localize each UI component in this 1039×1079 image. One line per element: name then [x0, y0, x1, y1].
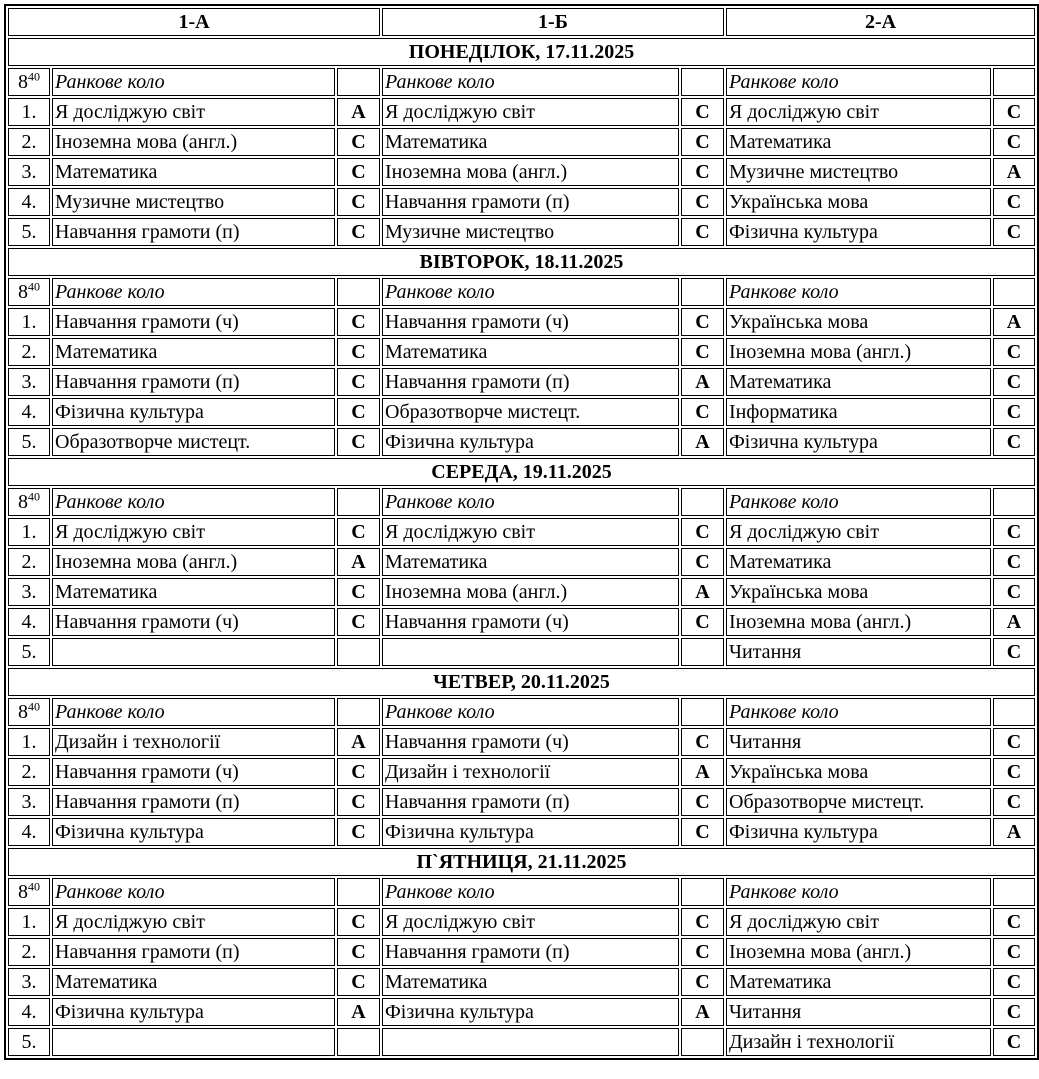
subject-cell: Я досліджую світ: [726, 518, 991, 546]
subject-cell: Українська мова: [726, 758, 991, 786]
mark-cell: С: [337, 308, 380, 336]
morning-circle-label: Ранкове коло: [726, 698, 991, 726]
lesson-number: 5.: [8, 1028, 50, 1056]
mark-cell: [681, 68, 724, 96]
mark-cell: С: [993, 758, 1035, 786]
subject-cell: Фізична культура: [726, 818, 991, 846]
morning-circle-label: Ранкове коло: [726, 278, 991, 306]
mark-cell: [993, 878, 1035, 906]
subject-cell: Математика: [52, 158, 335, 186]
morning-circle-label: Ранкове коло: [382, 278, 679, 306]
subject-cell: Фізична культура: [382, 818, 679, 846]
lesson-row: [8, 218, 1035, 246]
subject-cell: Я досліджую світ: [382, 98, 679, 126]
mark-cell: С: [993, 578, 1035, 606]
lesson-number: 5.: [8, 638, 50, 666]
mark-cell: С: [681, 398, 724, 426]
mark-cell: А: [681, 428, 724, 456]
mark-cell: С: [337, 938, 380, 966]
mark-cell: А: [337, 98, 380, 126]
lesson-row: [8, 938, 1035, 966]
morning-circle-label: Ранкове коло: [52, 68, 335, 96]
lesson-number: 5.: [8, 428, 50, 456]
morning-time-superscript: 40: [28, 489, 40, 504]
mark-cell: С: [993, 908, 1035, 936]
mark-cell: С: [337, 818, 380, 846]
mark-cell: С: [681, 218, 724, 246]
subject-cell: Математика: [382, 128, 679, 156]
subject-cell: [52, 638, 335, 666]
subject-cell: Я досліджую світ: [382, 518, 679, 546]
lesson-number: 3.: [8, 578, 50, 606]
mark-cell: С: [993, 98, 1035, 126]
morning-circle-label: Ранкове коло: [382, 488, 679, 516]
lesson-number: 4.: [8, 398, 50, 426]
lesson-row: [8, 338, 1035, 366]
mark-cell: С: [681, 908, 724, 936]
subject-cell: Іноземна мова (англ.): [52, 128, 335, 156]
subject-cell: Фізична культура: [52, 818, 335, 846]
morning-time-superscript: 40: [28, 69, 40, 84]
morning-time: $8^{40}$: [8, 878, 50, 906]
mark-cell: [337, 878, 380, 906]
subject-cell: Навчання грамоти (п): [382, 788, 679, 816]
subject-cell: Читання: [726, 998, 991, 1026]
mark-cell: С: [337, 428, 380, 456]
subject-cell: Іноземна мова (англ.): [382, 578, 679, 606]
subject-cell: Навчання грамоти (п): [52, 218, 335, 246]
mark-cell: С: [337, 908, 380, 936]
mark-cell: С: [681, 308, 724, 336]
lesson-number: 1.: [8, 908, 50, 936]
lesson-row: [8, 638, 1035, 666]
mark-cell: [681, 278, 724, 306]
mark-cell: С: [993, 218, 1035, 246]
subject-cell: Дизайн і технології: [382, 758, 679, 786]
mark-cell: А: [993, 818, 1035, 846]
class-header-2: 1-Б: [382, 8, 724, 36]
mark-cell: С: [993, 788, 1035, 816]
subject-cell: Математика: [726, 128, 991, 156]
subject-cell: Образотворче мистецт.: [726, 788, 991, 816]
lesson-number: 4.: [8, 188, 50, 216]
lesson-number: 3.: [8, 968, 50, 996]
subject-cell: Інформатика: [726, 398, 991, 426]
subject-cell: Навчання грамоти (ч): [52, 308, 335, 336]
morning-time: $8^{40}$: [8, 698, 50, 726]
subject-cell: Іноземна мова (англ.): [726, 938, 991, 966]
subject-cell: Математика: [382, 548, 679, 576]
morning-row: [8, 488, 1035, 516]
subject-cell: Навчання грамоти (ч): [382, 728, 679, 756]
lesson-row: [8, 428, 1035, 456]
subject-cell: Дизайн і технології: [52, 728, 335, 756]
lesson-row: [8, 308, 1035, 336]
day-header-1: ПОНЕДІЛОК, 17.11.2025: [8, 38, 1035, 66]
subject-cell: Музичне мистецтво: [52, 188, 335, 216]
subject-cell: Фізична культура: [382, 428, 679, 456]
lesson-row: [8, 98, 1035, 126]
subject-cell: Математика: [52, 338, 335, 366]
mark-cell: С: [337, 578, 380, 606]
subject-cell: Фізична культура: [382, 998, 679, 1026]
mark-cell: [993, 278, 1035, 306]
subject-cell: Я досліджую світ: [382, 908, 679, 936]
morning-time-superscript: 40: [28, 279, 40, 294]
mark-cell: С: [337, 608, 380, 636]
day-header-5: П`ЯТНИЦЯ, 21.11.2025: [8, 848, 1035, 876]
subject-cell: Читання: [726, 728, 991, 756]
mark-cell: С: [681, 188, 724, 216]
lesson-number: 1.: [8, 98, 50, 126]
subject-cell: Іноземна мова (англ.): [382, 158, 679, 186]
mark-cell: С: [993, 998, 1035, 1026]
lesson-number: 2.: [8, 338, 50, 366]
subject-cell: Математика: [726, 368, 991, 396]
lesson-number: 1.: [8, 728, 50, 756]
subject-cell: Дизайн і технології: [726, 1028, 991, 1056]
mark-cell: С: [681, 338, 724, 366]
lesson-number: 4.: [8, 818, 50, 846]
mark-cell: С: [993, 428, 1035, 456]
subject-cell: Навчання грамоти (ч): [382, 308, 679, 336]
morning-row: [8, 698, 1035, 726]
mark-cell: С: [337, 758, 380, 786]
lesson-row: [8, 128, 1035, 156]
lesson-row: [8, 758, 1035, 786]
mark-cell: А: [993, 308, 1035, 336]
mark-cell: С: [993, 398, 1035, 426]
mark-cell: А: [993, 158, 1035, 186]
subject-cell: Українська мова: [726, 188, 991, 216]
mark-cell: С: [681, 128, 724, 156]
subject-cell: Математика: [382, 968, 679, 996]
lesson-row: [8, 908, 1035, 936]
mark-cell: С: [993, 728, 1035, 756]
subject-cell: [52, 1028, 335, 1056]
subject-cell: Я досліджую світ: [726, 908, 991, 936]
mark-cell: [337, 698, 380, 726]
subject-cell: Музичне мистецтво: [382, 218, 679, 246]
mark-cell: [993, 68, 1035, 96]
lesson-number: 4.: [8, 608, 50, 636]
morning-row: [8, 878, 1035, 906]
mark-cell: [681, 638, 724, 666]
mark-cell: А: [681, 758, 724, 786]
lesson-number: 4.: [8, 998, 50, 1026]
subject-cell: Навчання грамоти (п): [52, 788, 335, 816]
mark-cell: С: [337, 788, 380, 816]
lesson-row: [8, 968, 1035, 996]
day-header-row: [8, 458, 1035, 486]
morning-circle-label: Ранкове коло: [52, 878, 335, 906]
subject-cell: Українська мова: [726, 308, 991, 336]
subject-cell: Образотворче мистецт.: [52, 428, 335, 456]
lesson-number: 5.: [8, 218, 50, 246]
subject-cell: Навчання грамоти (ч): [52, 608, 335, 636]
mark-cell: С: [993, 548, 1035, 576]
mark-cell: С: [993, 188, 1035, 216]
mark-cell: С: [993, 938, 1035, 966]
subject-cell: Фізична культура: [726, 428, 991, 456]
mark-cell: С: [337, 518, 380, 546]
subject-cell: Навчання грамоти (п): [382, 938, 679, 966]
mark-cell: [337, 278, 380, 306]
lesson-row: [8, 998, 1035, 1026]
mark-cell: С: [993, 638, 1035, 666]
mark-cell: С: [681, 818, 724, 846]
subject-cell: Фізична культура: [52, 398, 335, 426]
mark-cell: С: [681, 518, 724, 546]
morning-circle-label: Ранкове коло: [382, 698, 679, 726]
subject-cell: [382, 1028, 679, 1056]
morning-time-superscript: 40: [28, 699, 40, 714]
day-header-3: СЕРЕДА, 19.11.2025: [8, 458, 1035, 486]
lesson-row: [8, 158, 1035, 186]
lesson-row: [8, 578, 1035, 606]
morning-circle-label: Ранкове коло: [382, 878, 679, 906]
morning-time: $8^{40}$: [8, 68, 50, 96]
subject-cell: Українська мова: [726, 578, 991, 606]
mark-cell: [681, 488, 724, 516]
mark-cell: С: [993, 128, 1035, 156]
subject-cell: Навчання грамоти (п): [382, 188, 679, 216]
mark-cell: С: [681, 728, 724, 756]
mark-cell: С: [337, 188, 380, 216]
subject-cell: Математика: [726, 968, 991, 996]
mark-cell: С: [993, 338, 1035, 366]
morning-row: [8, 68, 1035, 96]
subject-cell: Іноземна мова (англ.): [52, 548, 335, 576]
subject-cell: Музичне мистецтво: [726, 158, 991, 186]
morning-time-superscript: 40: [28, 879, 40, 894]
lesson-number: 3.: [8, 158, 50, 186]
mark-cell: [337, 638, 380, 666]
mark-cell: С: [337, 368, 380, 396]
morning-row: [8, 278, 1035, 306]
morning-circle-label: Ранкове коло: [726, 488, 991, 516]
subject-cell: Фізична культура: [726, 218, 991, 246]
subject-cell: Іноземна мова (англ.): [726, 338, 991, 366]
subject-cell: Я досліджую світ: [52, 908, 335, 936]
lesson-row: [8, 608, 1035, 636]
subject-cell: Навчання грамоти (п): [52, 368, 335, 396]
mark-cell: С: [337, 158, 380, 186]
morning-time: $8^{40}$: [8, 278, 50, 306]
mark-cell: С: [681, 788, 724, 816]
lesson-number: 2.: [8, 548, 50, 576]
class-header-row: [8, 8, 1035, 36]
lesson-row: [8, 818, 1035, 846]
mark-cell: С: [681, 548, 724, 576]
mark-cell: А: [337, 998, 380, 1026]
morning-circle-label: Ранкове коло: [726, 878, 991, 906]
lesson-row: [8, 728, 1035, 756]
lesson-row: [8, 368, 1035, 396]
mark-cell: С: [681, 938, 724, 966]
mark-cell: [337, 1028, 380, 1056]
lesson-row: [8, 788, 1035, 816]
mark-cell: С: [993, 518, 1035, 546]
subject-cell: Образотворче мистецт.: [382, 398, 679, 426]
lesson-number: 1.: [8, 518, 50, 546]
morning-circle-label: Ранкове коло: [52, 488, 335, 516]
day-header-row: [8, 248, 1035, 276]
subject-cell: Іноземна мова (англ.): [726, 608, 991, 636]
mark-cell: [337, 488, 380, 516]
mark-cell: А: [337, 728, 380, 756]
subject-cell: Я досліджую світ: [726, 98, 991, 126]
mark-cell: С: [681, 158, 724, 186]
mark-cell: [993, 488, 1035, 516]
subject-cell: Математика: [52, 578, 335, 606]
mark-cell: С: [681, 98, 724, 126]
lesson-row: [8, 398, 1035, 426]
mark-cell: [993, 698, 1035, 726]
subject-cell: Навчання грамоти (ч): [52, 758, 335, 786]
mark-cell: А: [681, 998, 724, 1026]
morning-circle-label: Ранкове коло: [52, 698, 335, 726]
mark-cell: А: [337, 548, 380, 576]
lesson-number: 3.: [8, 368, 50, 396]
mark-cell: С: [681, 968, 724, 996]
subject-cell: Я досліджую світ: [52, 98, 335, 126]
mark-cell: [681, 698, 724, 726]
mark-cell: А: [681, 368, 724, 396]
subject-cell: Читання: [726, 638, 991, 666]
morning-circle-label: Ранкове коло: [726, 68, 991, 96]
day-header-row: [8, 848, 1035, 876]
mark-cell: С: [337, 128, 380, 156]
school-timetable: [4, 4, 1039, 1060]
mark-cell: С: [337, 218, 380, 246]
mark-cell: С: [993, 368, 1035, 396]
subject-cell: Фізична культура: [52, 998, 335, 1026]
mark-cell: С: [337, 338, 380, 366]
mark-cell: С: [993, 1028, 1035, 1056]
lesson-number: 2.: [8, 938, 50, 966]
mark-cell: [681, 878, 724, 906]
mark-cell: С: [337, 398, 380, 426]
subject-cell: Навчання грамоти (ч): [382, 608, 679, 636]
morning-circle-label: Ранкове коло: [52, 278, 335, 306]
subject-cell: Математика: [52, 968, 335, 996]
mark-cell: А: [993, 608, 1035, 636]
mark-cell: С: [337, 968, 380, 996]
morning-time: $8^{40}$: [8, 488, 50, 516]
class-header-3: 2-А: [726, 8, 1035, 36]
mark-cell: [681, 1028, 724, 1056]
lesson-number: 3.: [8, 788, 50, 816]
subject-cell: Навчання грамоти (п): [382, 368, 679, 396]
mark-cell: С: [681, 608, 724, 636]
mark-cell: А: [681, 578, 724, 606]
subject-cell: [382, 638, 679, 666]
subject-cell: Я досліджую світ: [52, 518, 335, 546]
lesson-row: [8, 1028, 1035, 1056]
day-header-2: ВІВТОРОК, 18.11.2025: [8, 248, 1035, 276]
mark-cell: С: [993, 968, 1035, 996]
subject-cell: Математика: [382, 338, 679, 366]
day-header-row: [8, 38, 1035, 66]
day-header-row: [8, 668, 1035, 696]
day-header-4: ЧЕТВЕР, 20.11.2025: [8, 668, 1035, 696]
lesson-number: 2.: [8, 128, 50, 156]
lesson-row: [8, 188, 1035, 216]
morning-circle-label: Ранкове коло: [382, 68, 679, 96]
lesson-row: [8, 518, 1035, 546]
lesson-number: 2.: [8, 758, 50, 786]
subject-cell: Навчання грамоти (п): [52, 938, 335, 966]
subject-cell: Математика: [726, 548, 991, 576]
class-header-1: 1-А: [8, 8, 380, 36]
mark-cell: [337, 68, 380, 96]
lesson-number: 1.: [8, 308, 50, 336]
lesson-row: [8, 548, 1035, 576]
